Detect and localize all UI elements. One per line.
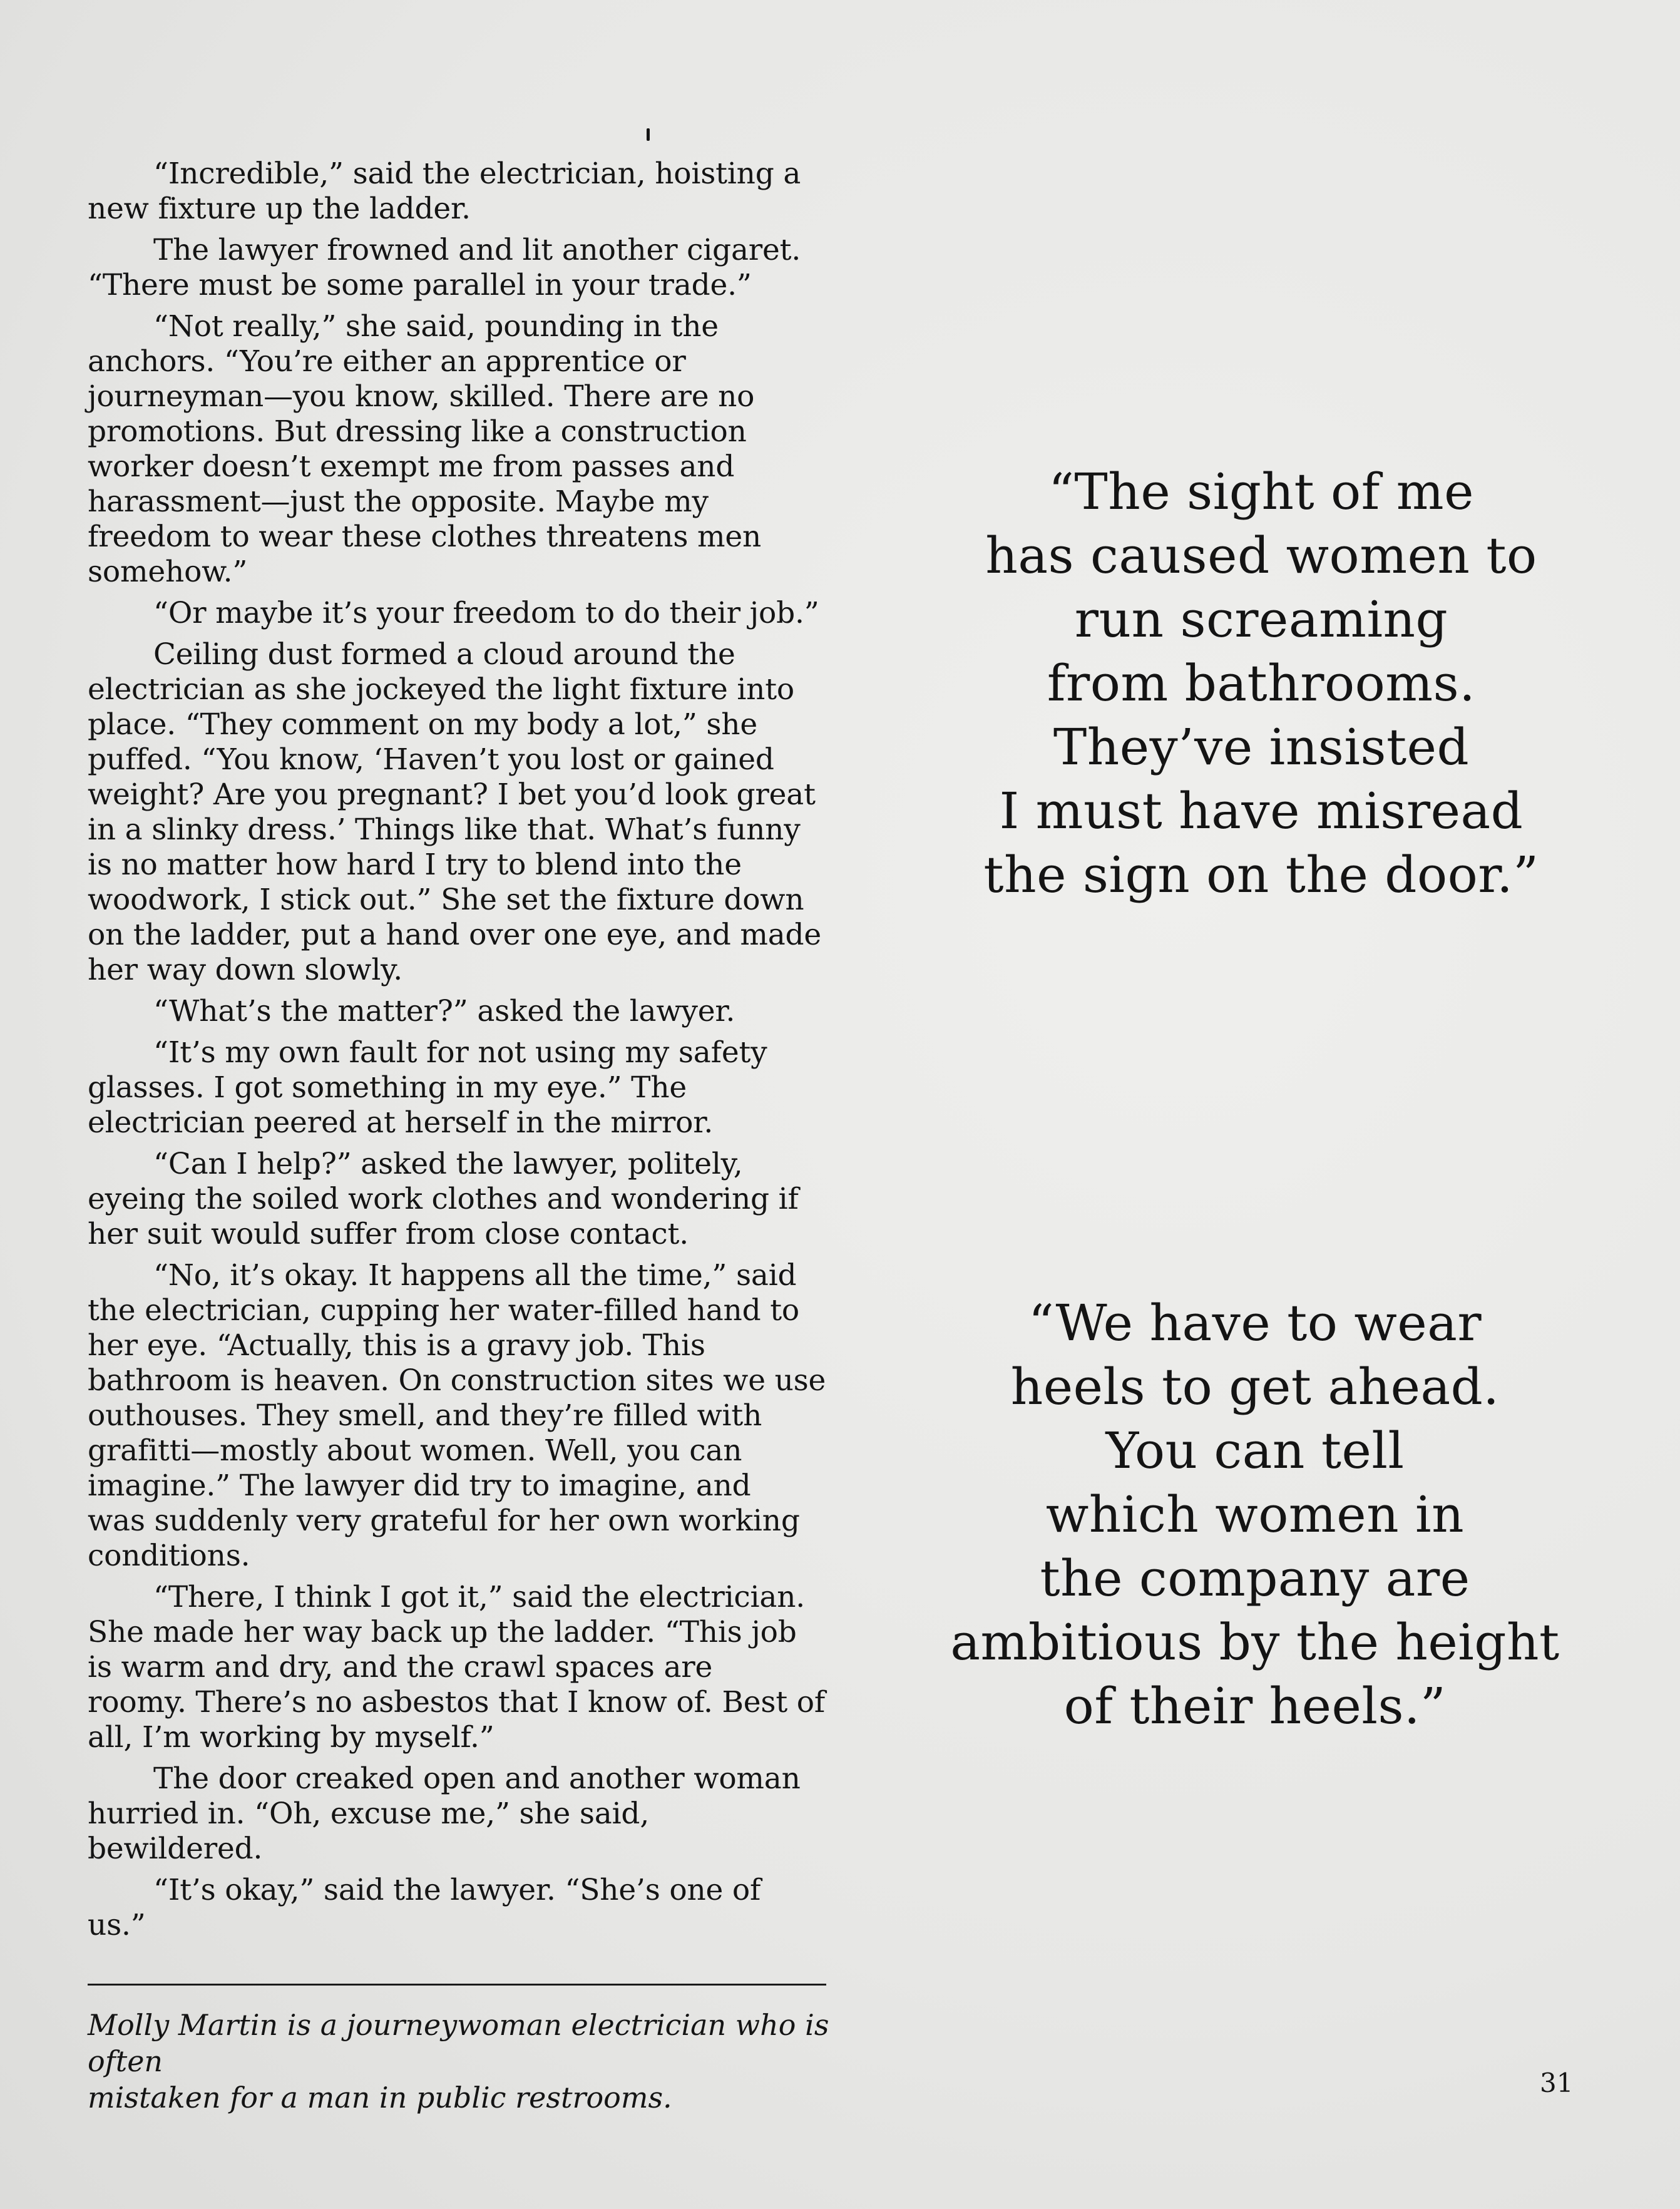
article-paragraph: “Can I help?” asked the lawyer, politely, eyeing the soiled work clothes and wondering if her suit would suffer from close contact. [88,1147,799,1251]
article-paragraph: The door creaked open and another woman hurried in. “Oh, excuse me,” she said, bewildered. [88,1761,801,1866]
article-paragraph: “It’s my own fault for not using my safety glasses. I got something in my eye.” The electrician peered at herself in the mirror. [88,1035,767,1140]
page-number: 31 [1540,2068,1574,2098]
article-paragraph: “What’s the matter?” asked the lawyer. [153,994,735,1028]
article-paragraph: “No, it’s okay. It happens all the time,” said the electrician, cupping her water-filled hand to her eye. “Actually, this is a gravy job. This bathroom is heaven. On construction sites we use outhouses. They smell, and they’re filled with grafitti—mostly about women. Well, you can imagine.” The lawyer did try to imagine, and was suddenly very grateful for her own working conditions. [88,1258,826,1573]
author-bio: Molly Martin is a journeywoman electrician who is often mistaken for a man in public restrooms. [88,2008,829,2114]
article-paragraph: Ceiling dust formed a cloud around the electrician as she jockeyed the light fixture into place. “They comment on my body a lot,” she puffed. “You know, ‘Haven’t you lost or gained weight? Are you pregnant? I bet you’d look great in a slinky dress.’ Things like that. What’s funny is no matter how hard I try to blend into the woodwork, I stick out.” She set the fixture down on the ladder, put a hand over one eye, and made her way down slowly. [88,637,822,987]
print-mark [647,128,650,141]
article-body [88,156,826,1949]
article-paragraph: “Not really,” she said, pounding in the anchors. “You’re either an apprentice or journeyman—you know, skilled. There are no promotions. But dressing like a construction worker doesn’t exempt me from passes and harassment—just the opposite. Maybe my freedom to wear these clothes threatens men somehow.” [88,309,762,589]
article-paragraph: “There, I think I got it,” said the electrician. She made her way back up the ladder. “This job is warm and dry, and the crawl spaces are roomy. There’s no asbestos that I know of. Best of all, I’m working by myself.” [88,1580,826,1755]
article-paragraph: “Incredible,” said the electrician, hoisting a new fixture up the ladder. [88,156,801,226]
bio-divider [88,1984,826,1986]
article-paragraph: The lawyer frowned and lit another cigaret. “There must be some parallel in your trade.” [88,233,801,302]
article-paragraph: “It’s okay,” said the lawyer. “She’s one of us.” [88,1873,761,1942]
article-paragraph: “Or maybe it’s your freedom to do their job.” [153,596,819,630]
pull-quote-heels: “We have to wear heels to get ahead. You can tell which women in the company are ambitious by the height of their heels.” [950,1294,1560,1735]
pull-quote-bathrooms: “The sight of me has caused women to run screaming from bathrooms. They’ve insisted I must have misread the sign on the door.” [983,463,1539,904]
